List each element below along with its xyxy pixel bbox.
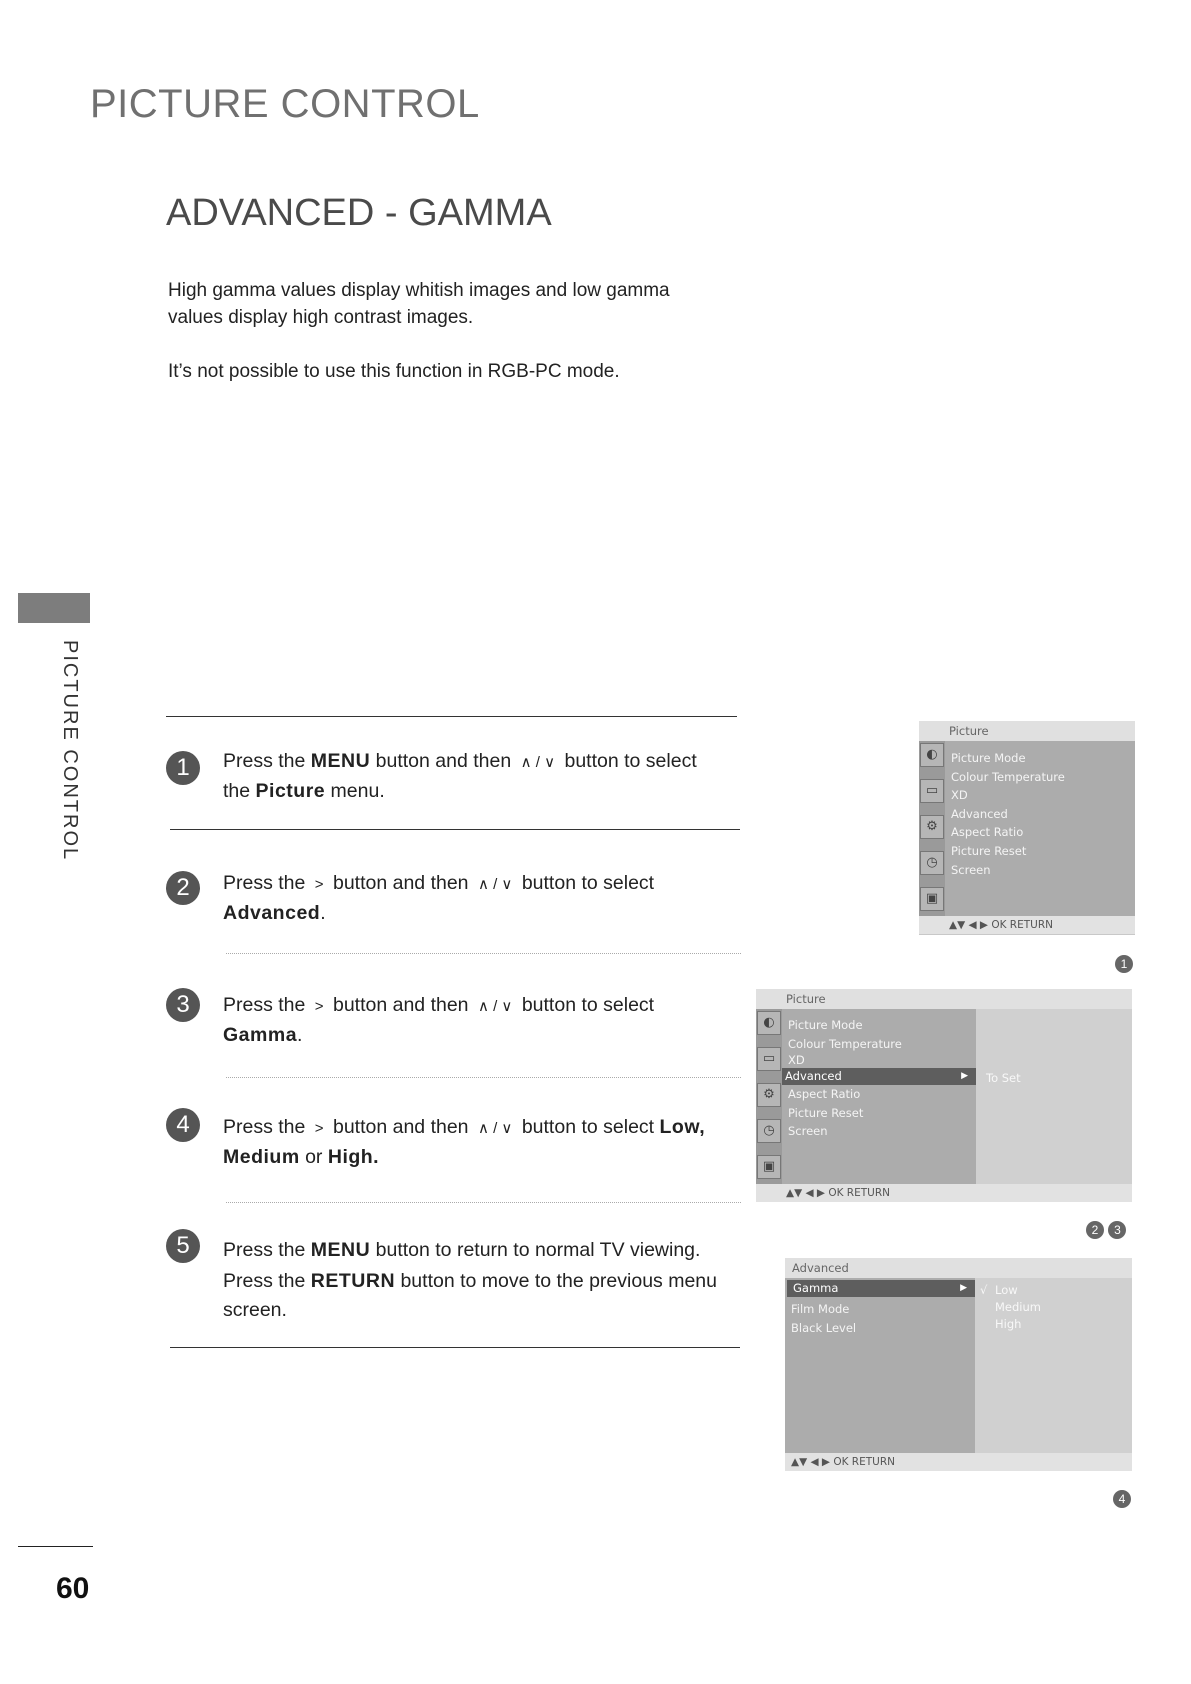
step-divider-dotted — [226, 1202, 741, 1203]
osd-item-list — [782, 1009, 976, 1184]
right-arrow-icon: > — [314, 1120, 324, 1137]
osd-title: Advanced — [785, 1258, 1132, 1278]
section-title: PICTURE CONTROL — [90, 82, 480, 126]
gamma-option-low[interactable]: Low — [995, 1283, 1018, 1297]
osd-gamma-options — [975, 1278, 1132, 1453]
figure-badge-4: 4 — [1113, 1490, 1131, 1508]
tv-icon: ▭ — [757, 1047, 781, 1071]
figure-badge-2: 2 — [1086, 1221, 1104, 1239]
steps-top-rule — [166, 716, 737, 717]
osd-item-advanced-selected[interactable]: Advanced ▶ — [782, 1068, 976, 1085]
picture-icon: ◐ — [920, 743, 944, 767]
step-divider-dotted — [226, 953, 741, 954]
lock-icon: ▣ — [757, 1155, 781, 1179]
right-arrow-icon: > — [314, 998, 324, 1015]
side-tab-marker — [18, 593, 90, 623]
step-1-text: Press the MENU button and then ∧ / ∨ button to select the Picture menu. — [223, 750, 697, 802]
osd-footer: ▲▼ ◀ ▶ OK RETURN — [785, 1453, 1132, 1471]
timer-icon: ◷ — [757, 1119, 781, 1143]
osd-item-xd[interactable]: XD — [788, 1053, 805, 1068]
osd-item-screen[interactable]: Screen — [951, 862, 991, 877]
osd-item-xd[interactable]: XD — [951, 788, 968, 803]
osd-item-aspect-ratio[interactable]: Aspect Ratio — [951, 825, 1024, 840]
picture-icon: ◐ — [757, 1011, 781, 1035]
tv-icon: ▭ — [920, 779, 944, 803]
osd-footer: ▲▼ ◀ ▶ OK RETURN — [756, 1184, 1132, 1202]
osd-item-list — [945, 741, 1135, 916]
step-5-text: Press the MENU button to return to normal TV viewing. Press the RETURN button to move to the previous menu screen. — [223, 1239, 717, 1321]
osd-item-gamma-selected[interactable]: Gamma ▶ — [787, 1280, 975, 1297]
osd-icon-column — [756, 1009, 782, 1184]
step-divider-dotted — [226, 1077, 741, 1078]
osd-item-picture-mode[interactable]: Picture Mode — [951, 751, 1026, 765]
page-title: ADVANCED - GAMMA — [166, 192, 552, 234]
osd-item-picture-reset[interactable]: Picture Reset — [951, 843, 1027, 858]
intro-line-2: values display high contrast images. — [168, 307, 474, 328]
osd-item-colour-temperature[interactable]: Colour Temperature — [951, 769, 1065, 784]
intro-note: It’s not possible to use this function in RGB-PC mode. — [168, 361, 620, 382]
lock-icon: ▣ — [920, 887, 944, 911]
step-number-1: 1 — [166, 751, 200, 785]
osd-item-black-level[interactable]: Black Level — [791, 1320, 857, 1335]
settings-icon: ⚙ — [757, 1083, 781, 1107]
osd-to-set-label: To Set — [986, 1071, 1021, 1085]
osd-item-screen[interactable]: Screen — [788, 1124, 828, 1139]
osd-picture-advanced — [756, 989, 1132, 1202]
steps-bottom-rule — [170, 1347, 740, 1348]
submenu-arrow-icon: ▶ — [960, 1283, 967, 1293]
submenu-arrow-icon: ▶ — [961, 1071, 968, 1082]
settings-icon: ⚙ — [920, 815, 944, 839]
osd-icon-column — [919, 741, 945, 916]
osd-picture-menu — [919, 721, 1135, 935]
osd-item-picture-mode[interactable]: Picture Mode — [788, 1018, 863, 1032]
osd-title: Picture — [756, 989, 1132, 1009]
gamma-option-medium[interactable]: Medium — [995, 1300, 1041, 1314]
page-number: 60 — [56, 1572, 90, 1605]
check-icon: √ — [980, 1283, 988, 1297]
osd-item-aspect-ratio[interactable]: Aspect Ratio — [788, 1087, 861, 1102]
step-4-text: Press the > button and then ∧ / ∨ button to select Low, Medium or High. — [223, 1116, 706, 1168]
up-down-arrows-icon: ∧ / ∨ — [477, 1120, 513, 1137]
osd-item-advanced[interactable]: Advanced — [951, 806, 1008, 821]
gamma-option-high[interactable]: High — [995, 1317, 1022, 1331]
intro-line-1: High gamma values display whitish images and low gamma — [168, 280, 670, 301]
figure-badge-3: 3 — [1108, 1221, 1126, 1239]
osd-footer: ▲▼ ◀ ▶ OK RETURN — [919, 916, 1135, 934]
osd-item-colour-temperature[interactable]: Colour Temperature — [788, 1036, 902, 1051]
osd-submenu-panel — [976, 1009, 1132, 1184]
side-tab-label: PICTURE CONTROL — [59, 640, 81, 862]
timer-icon: ◷ — [920, 851, 944, 875]
step-number-3: 3 — [166, 988, 200, 1022]
up-down-arrows-icon: ∧ / ∨ — [477, 998, 513, 1015]
osd-advanced-gamma — [785, 1258, 1132, 1471]
step-divider — [170, 829, 740, 830]
up-down-arrows-icon: ∧ / ∨ — [477, 876, 513, 893]
step-number-4: 4 — [166, 1108, 200, 1142]
osd-item-list — [785, 1278, 975, 1453]
osd-item-picture-reset[interactable]: Picture Reset — [788, 1105, 864, 1120]
step-3-text: Press the > button and then ∧ / ∨ button to select Gamma. — [223, 994, 655, 1046]
page-number-rule — [18, 1546, 93, 1547]
step-2-text: Press the > button and then ∧ / ∨ button to select Advanced. — [223, 872, 655, 924]
step-number-2: 2 — [166, 871, 200, 905]
figure-badges-2-3 — [1086, 1221, 1126, 1239]
osd-item-film-mode[interactable]: Film Mode — [791, 1302, 850, 1316]
figure-badge-1: 1 — [1115, 955, 1133, 973]
right-arrow-icon: > — [314, 876, 324, 893]
up-down-arrows-icon: ∧ / ∨ — [520, 754, 556, 771]
step-number-5: 5 — [166, 1229, 200, 1263]
osd-title: Picture — [919, 721, 1135, 741]
